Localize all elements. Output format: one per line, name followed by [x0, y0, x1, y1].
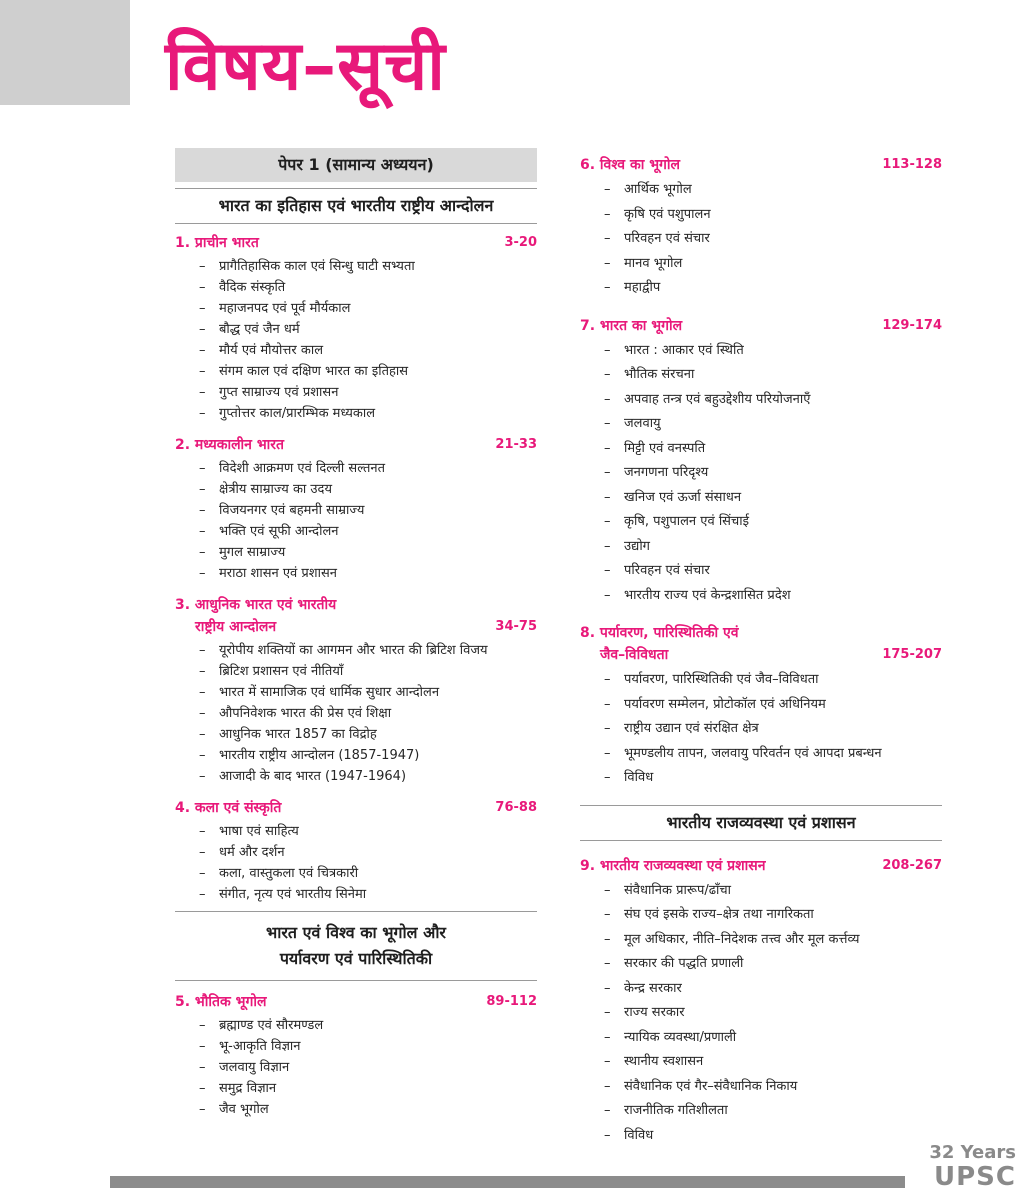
chapter-heading[interactable]	[580, 315, 942, 337]
topic-item[interactable]: – धर्म और दर्शन	[199, 842, 537, 863]
topic-item[interactable]: – परिवहन एवं संचार	[604, 227, 942, 252]
topic-item[interactable]: – संवैधानिक एवं गैर–संवैधानिक निकाय	[604, 1075, 942, 1100]
chapter-pages: 34-75	[495, 619, 537, 634]
chapter-8	[580, 622, 942, 791]
topic-item[interactable]: – संवैधानिक प्रारूप/ढाँचा	[604, 879, 942, 904]
topic-item[interactable]: – भारत में सामाजिक एवं धार्मिक सुधार आन्दोलन	[199, 682, 537, 703]
chapter-4	[175, 797, 537, 905]
page-title: विषय–सूची	[165, 27, 446, 106]
brand-years: 32 Years	[929, 1142, 1016, 1163]
topic-item[interactable]: – पर्यावरण, पारिस्थितिकी एवं जैव–विविधता	[604, 668, 942, 693]
topic-list	[175, 458, 537, 584]
topic-list	[580, 879, 942, 1149]
chapter-heading[interactable]	[580, 855, 942, 877]
chapter-heading-line2[interactable]	[175, 616, 537, 638]
topic-item[interactable]: – जलवायु	[604, 412, 942, 437]
topic-item[interactable]: – खनिज एवं ऊर्जा संसाधन	[604, 486, 942, 511]
chapter-6	[580, 154, 942, 301]
topic-item[interactable]: – भारतीय राज्य एवं केन्द्रशासित प्रदेश	[604, 584, 942, 609]
topic-item[interactable]: – भाषा एवं साहित्य	[199, 821, 537, 842]
topic-item[interactable]: – महाजनपद एवं पूर्व मौर्यकाल	[199, 298, 537, 319]
section-heading-history: भारत का इतिहास एवं भारतीय राष्ट्रीय आन्दोलन	[175, 188, 537, 224]
chapter-2	[175, 434, 537, 584]
chapter-1	[175, 232, 537, 424]
chapter-heading[interactable]	[580, 154, 942, 176]
topic-item[interactable]: – उद्योग	[604, 535, 942, 560]
topic-item[interactable]: – संगीत, नृत्य एवं भारतीय सिनेमा	[199, 884, 537, 905]
section-heading-line1: भारत एवं विश्व का भूगोल और	[266, 923, 446, 942]
section-heading-polity: भारतीय राजव्यवस्था एवं प्रशासन	[580, 805, 942, 841]
topic-item[interactable]: – विजयनगर एवं बहमनी साम्राज्य	[199, 500, 537, 521]
chapter-heading-line2[interactable]	[580, 644, 942, 666]
topic-item[interactable]: – मानव भूगोल	[604, 252, 942, 277]
corner-block	[0, 0, 130, 105]
topic-item[interactable]: – औपनिवेशक भारत की प्रेस एवं शिक्षा	[199, 703, 537, 724]
topic-item[interactable]: – भूमण्डलीय तापन, जलवायु परिवर्तन एवं आपदा प्रबन्धन	[604, 742, 942, 767]
topic-item[interactable]: – अपवाह तन्त्र एवं बहुउद्देशीय परियोजनाएँ	[604, 388, 942, 413]
chapter-title: 3. आधुनिक भारत एवं भारतीय	[175, 597, 337, 613]
chapter-pages: 76-88	[495, 800, 537, 815]
topic-item[interactable]: – स्थानीय स्वशासन	[604, 1050, 942, 1075]
chapter-pages: 175-207	[882, 647, 942, 662]
topic-item[interactable]: – प्रागैतिहासिक काल एवं सिन्धु घाटी सभ्यता	[199, 256, 537, 277]
chapter-pages: 208-267	[882, 857, 942, 873]
chapter-pages: 113-128	[882, 157, 942, 172]
brand-name: UPSC	[934, 1162, 1016, 1192]
topic-item[interactable]: – कृषि एवं पशुपालन	[604, 203, 942, 228]
topic-item[interactable]: – मौर्य एवं मौयोत्तर काल	[199, 340, 537, 361]
right-column	[580, 148, 942, 1148]
chapter-title: 8. पर्यावरण, पारिस्थितिकी एवं	[580, 625, 739, 641]
topic-item[interactable]: – परिवहन एवं संचार	[604, 559, 942, 584]
topic-list	[580, 178, 942, 301]
topic-list	[175, 640, 537, 787]
topic-item[interactable]: – विविध	[604, 1124, 942, 1149]
chapter-heading[interactable]	[175, 797, 537, 819]
topic-item[interactable]: – बौद्ध एवं जैन धर्म	[199, 319, 537, 340]
topic-item[interactable]: – गुप्तोत्तर काल/प्रारम्भिक मध्यकाल	[199, 403, 537, 424]
topic-item[interactable]: – भारत : आकार एवं स्थिति	[604, 339, 942, 364]
section-heading-geography	[175, 911, 537, 981]
topic-item[interactable]: – मूल अधिकार, नीति–निदेशक तत्त्व और मूल कर्त्तव्य	[604, 928, 942, 953]
brand-logo	[929, 1142, 1016, 1190]
topic-item[interactable]: – भौतिक संरचना	[604, 363, 942, 388]
chapter-heading[interactable]	[175, 232, 537, 254]
chapter-title-line2: राष्ट्रीय आन्दोलन	[195, 619, 277, 635]
topic-item[interactable]: – मुगल साम्राज्य	[199, 542, 537, 563]
chapter-title: 1. प्राचीन भारत	[175, 235, 259, 251]
chapter-title: 2. मध्यकालीन भारत	[175, 437, 285, 453]
topic-item[interactable]: – संगम काल एवं दक्षिण भारत का इतिहास	[199, 361, 537, 382]
chapter-pages: 129-174	[882, 317, 942, 333]
topic-item[interactable]: – सरकार की पद्धति प्रणाली	[604, 952, 942, 977]
chapter-3	[175, 594, 537, 787]
topic-item[interactable]: – ब्रिटिश प्रशासन एवं नीतियाँ	[199, 661, 537, 682]
topic-list	[580, 339, 942, 609]
topic-item[interactable]: – मिट्टी एवं वनस्पति	[604, 437, 942, 462]
chapter-pages: 89-112	[486, 994, 537, 1009]
topic-item[interactable]: – संघ एवं इसके राज्य–क्षेत्र तथा नागरिकता	[604, 903, 942, 928]
topic-item[interactable]: – महाद्वीप	[604, 276, 942, 301]
chapter-5	[175, 991, 537, 1120]
chapter-heading[interactable]	[580, 622, 942, 644]
topic-list	[175, 256, 537, 424]
chapter-heading[interactable]	[175, 991, 537, 1013]
footer-bar	[110, 1176, 905, 1188]
topic-item[interactable]: – आधुनिक भारत 1857 का विद्रोह	[199, 724, 537, 745]
chapter-title: 9. भारतीय राजव्यवस्था एवं प्रशासन	[580, 857, 766, 874]
topic-item[interactable]: – भक्ति एवं सूफी आन्दोलन	[199, 521, 537, 542]
topic-item[interactable]: – विविध	[604, 766, 942, 791]
topic-item[interactable]: – पर्यावरण सम्मेलन, प्रोटोकॉल एवं अधिनियम	[604, 693, 942, 718]
chapter-heading[interactable]	[175, 434, 537, 456]
chapter-title: 6. विश्व का भूगोल	[580, 157, 681, 173]
topic-item[interactable]: – राष्ट्रीय उद्यान एवं संरक्षित क्षेत्र	[604, 717, 942, 742]
topic-list	[175, 821, 537, 905]
topic-item[interactable]: – कृषि, पशुपालन एवं सिंचाई	[604, 510, 942, 535]
topic-item[interactable]: – विदेशी आक्रमण एवं दिल्ली सल्तनत	[199, 458, 537, 479]
topic-item[interactable]: – कला, वास्तुकला एवं चित्रकारी	[199, 863, 537, 884]
topic-item[interactable]: – जलवायु विज्ञान	[199, 1057, 537, 1078]
topic-list	[580, 668, 942, 791]
chapter-pages: 21-33	[495, 437, 537, 452]
chapter-9	[580, 855, 942, 1149]
topic-item[interactable]: – वैदिक संस्कृति	[199, 277, 537, 298]
left-column	[175, 148, 537, 1120]
chapter-title-line2: जैव–विविधता	[600, 647, 669, 663]
topic-item[interactable]: – राज्य सरकार	[604, 1001, 942, 1026]
topic-item[interactable]: – मराठा शासन एवं प्रशासन	[199, 563, 537, 584]
chapter-7	[580, 315, 942, 609]
chapter-heading[interactable]	[175, 594, 537, 616]
paper-heading: पेपर 1 (सामान्य अध्ययन)	[175, 148, 537, 182]
topic-item[interactable]: – ब्रह्माण्ड एवं सौरमण्डल	[199, 1015, 537, 1036]
topic-item[interactable]: – जनगणना परिदृश्य	[604, 461, 942, 486]
topic-item[interactable]: – भू-आकृति विज्ञान	[199, 1036, 537, 1057]
topic-item[interactable]: – आजादी के बाद भारत (1947-1964)	[199, 766, 537, 787]
chapter-title: 7. भारत का भूगोल	[580, 317, 683, 334]
topic-item[interactable]: – क्षेत्रीय साम्राज्य का उदय	[199, 479, 537, 500]
section-heading-line2: पर्यावरण एवं पारिस्थितिकी	[279, 949, 433, 968]
chapter-title: 4. कला एवं संस्कृति	[175, 800, 282, 816]
topic-item[interactable]: – यूरोपीय शक्तियों का आगमन और भारत की ब्रिटिश विजय	[199, 640, 537, 661]
topic-item[interactable]: – आर्थिक भूगोल	[604, 178, 942, 203]
topic-item[interactable]: – गुप्त साम्राज्य एवं प्रशासन	[199, 382, 537, 403]
topic-item[interactable]: – समुद्र विज्ञान	[199, 1078, 537, 1099]
topic-list	[175, 1015, 537, 1120]
topic-item[interactable]: – केन्द्र सरकार	[604, 977, 942, 1002]
topic-item[interactable]: – भारतीय राष्ट्रीय आन्दोलन (1857-1947)	[199, 745, 537, 766]
topic-item[interactable]: – न्यायिक व्यवस्था/प्रणाली	[604, 1026, 942, 1051]
topic-item[interactable]: – राजनीतिक गतिशीलता	[604, 1099, 942, 1124]
topic-item[interactable]: – जैव भूगोल	[199, 1099, 537, 1120]
chapter-title: 5. भौतिक भूगोल	[175, 994, 267, 1010]
chapter-pages: 3-20	[504, 235, 537, 250]
